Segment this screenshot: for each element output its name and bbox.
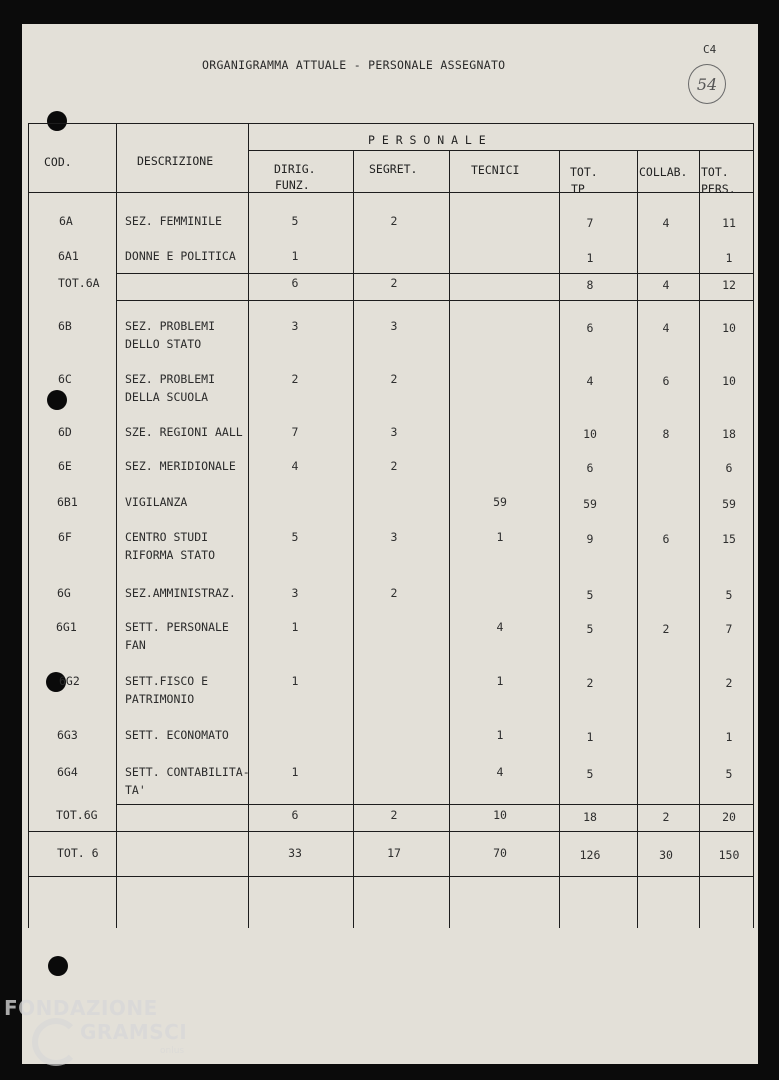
punch-hole-icon	[48, 956, 68, 976]
row-description: SZE. REGIONI AALL	[125, 425, 243, 439]
cell-segret: 3	[390, 319, 398, 333]
cell-dirig: 6	[291, 808, 299, 822]
cell-dirig: 33	[288, 846, 302, 860]
cell-tot-pers: 12	[722, 278, 736, 292]
row-code: 6C	[58, 372, 72, 386]
table-rule	[28, 123, 753, 124]
cell-segret: 2	[390, 214, 398, 228]
cell-tot-tp: 5	[586, 588, 594, 602]
row-description: SETT. ECONOMATO	[125, 728, 229, 742]
page-code: C4	[703, 43, 717, 56]
cell-collab: 4	[662, 278, 670, 292]
row-code: 6G3	[57, 728, 78, 742]
table-rule	[28, 192, 753, 193]
cell-tot-pers: 5	[725, 767, 733, 781]
cell-tot-pers: 5	[725, 588, 733, 602]
row-code: 6G	[57, 586, 71, 600]
cell-segret: 2	[390, 276, 398, 290]
cell-dirig: 4	[291, 459, 299, 473]
cell-tot-tp: 18	[583, 810, 597, 824]
cell-tot-pers: 6	[725, 461, 733, 475]
cell-tot-tp: 126	[579, 848, 601, 862]
cell-tot-tp: 10	[583, 427, 597, 441]
table-column-rule	[353, 150, 354, 928]
cell-tot-pers: 59	[722, 497, 736, 511]
cell-tot-pers: 11	[722, 216, 736, 230]
row-code: 6D	[58, 425, 72, 439]
table-column-rule	[699, 150, 700, 928]
row-description: SEZ. MERIDIONALE	[125, 459, 236, 473]
cell-tecnici: 59	[493, 495, 507, 509]
cell-collab: 4	[662, 321, 670, 335]
cell-dirig: 2	[291, 372, 299, 386]
cell-segret: 2	[390, 459, 398, 473]
table-column-rule	[248, 123, 249, 928]
cell-tot-tp: 1	[586, 730, 594, 744]
cell-tecnici: 1	[496, 530, 504, 544]
cell-tot-tp: 1	[586, 251, 594, 265]
cell-dirig: 6	[291, 276, 299, 290]
punch-hole-icon	[47, 390, 67, 410]
cell-segret: 2	[390, 808, 398, 822]
cell-tot-tp: 8	[586, 278, 594, 292]
header-descrizione: DESCRIZIONE	[137, 154, 214, 168]
cell-tecnici: 70	[493, 846, 507, 860]
cell-tot-pers: 1	[725, 251, 733, 265]
cell-dirig: 7	[291, 425, 299, 439]
row-code: 6B1	[57, 495, 78, 509]
row-description: SETT. PERSONALE	[125, 620, 229, 634]
watermark-line2: GRAMSCI	[80, 1020, 188, 1044]
row-code: TOT. 6	[57, 846, 99, 860]
cell-segret: 2	[390, 586, 398, 600]
header-pers: PERS.	[701, 182, 736, 196]
table-rule	[116, 300, 753, 301]
cell-tot-tp: 4	[586, 374, 594, 388]
cell-tecnici: 4	[496, 620, 504, 634]
header-collab: COLLAB.	[639, 165, 688, 179]
table-column-rule	[449, 150, 450, 928]
cell-collab: 8	[662, 427, 670, 441]
row-code: 6A1	[58, 249, 79, 263]
cell-tot-tp: 6	[586, 461, 594, 475]
table-column-rule	[559, 150, 560, 928]
cell-segret: 3	[390, 530, 398, 544]
cell-collab: 2	[662, 622, 670, 636]
cell-tecnici: 10	[493, 808, 507, 822]
cell-collab: 6	[662, 374, 670, 388]
cell-tot-tp: 9	[586, 532, 594, 546]
cell-tot-pers: 10	[722, 321, 736, 335]
cell-dirig: 1	[291, 249, 299, 263]
cell-tot-tp: 5	[586, 767, 594, 781]
header-tp: TP	[571, 182, 585, 196]
header-dirig: DIRIG.	[274, 162, 316, 176]
table-column-rule	[28, 123, 29, 928]
row-code: 6B	[58, 319, 72, 333]
header-personale: P E R S O N A L E	[368, 133, 486, 147]
cell-tot-tp: 5	[586, 622, 594, 636]
cell-collab: 30	[659, 848, 673, 862]
cell-tot-tp: 59	[583, 497, 597, 511]
row-code: TOT.6G	[56, 808, 98, 822]
header-tecnici: TECNICI	[471, 163, 520, 177]
row-description: DELLA SCUOLA	[125, 390, 209, 404]
row-description: TA'	[125, 783, 146, 797]
cell-tot-tp: 6	[586, 321, 594, 335]
row-code: 6A	[59, 214, 73, 228]
cell-tot-pers: 1	[725, 730, 733, 744]
handwritten-page-number: 54	[688, 64, 726, 104]
header-tot-pers: TOT.	[701, 165, 729, 179]
cell-dirig: 5	[291, 214, 299, 228]
row-description: SEZ.AMMINISTRAZ.	[125, 586, 236, 600]
cell-dirig: 3	[291, 319, 299, 333]
row-code: TOT.6A	[58, 276, 100, 290]
row-code: 6G1	[56, 620, 77, 634]
row-code: 6G2	[59, 674, 80, 688]
header-segret: SEGRET.	[369, 162, 418, 176]
row-description: SETT.FISCO E	[125, 674, 209, 688]
cell-collab: 6	[662, 532, 670, 546]
row-description: SETT. CONTABILITA-	[125, 765, 250, 779]
cell-tot-tp: 7	[586, 216, 594, 230]
cell-tot-pers: 10	[722, 374, 736, 388]
cell-tot-pers: 7	[725, 622, 733, 636]
table-rule	[248, 150, 753, 151]
row-description: RIFORMA STATO	[125, 548, 216, 562]
header-tot-tp: TOT.	[570, 165, 598, 179]
row-description: CENTRO STUDI	[125, 530, 209, 544]
cell-tot-pers: 2	[725, 676, 733, 690]
table-rule	[116, 804, 753, 805]
document-title: ORGANIGRAMMA ATTUALE - PERSONALE ASSEGNATO	[202, 58, 506, 72]
cell-dirig: 1	[291, 765, 299, 779]
cell-tot-pers: 15	[722, 532, 736, 546]
table-rule	[28, 876, 753, 877]
row-description: FAN	[125, 638, 146, 652]
cell-tot-tp: 2	[586, 676, 594, 690]
cell-tecnici: 1	[496, 674, 504, 688]
table-column-rule	[637, 150, 638, 928]
cell-dirig: 1	[291, 620, 299, 634]
cell-collab: 2	[662, 810, 670, 824]
table-column-rule	[753, 123, 754, 928]
watermark-line1: FONDAZIONE	[4, 996, 158, 1020]
punch-hole-icon	[47, 111, 67, 131]
cell-tot-pers: 18	[722, 427, 736, 441]
cell-segret: 17	[387, 846, 401, 860]
watermark-logo-icon	[32, 1018, 80, 1066]
cell-tot-pers: 20	[722, 810, 736, 824]
table-rule	[28, 831, 753, 832]
cell-collab: 4	[662, 216, 670, 230]
cell-tot-pers: 150	[718, 848, 740, 862]
row-description: SEZ. PROBLEMI	[125, 319, 216, 333]
row-description: SEZ. FEMMINILE	[125, 214, 222, 228]
cell-tecnici: 1	[496, 728, 504, 742]
row-description: DELLO STATO	[125, 337, 202, 351]
table-rule	[116, 273, 753, 274]
row-description: PATRIMONIO	[125, 692, 195, 706]
cell-segret: 3	[390, 425, 398, 439]
row-description: SEZ. PROBLEMI	[125, 372, 216, 386]
row-code: 6G4	[57, 765, 78, 779]
row-code: 6F	[58, 530, 72, 544]
table-column-rule	[116, 123, 117, 928]
cell-dirig: 3	[291, 586, 299, 600]
row-code: 6E	[58, 459, 72, 473]
cell-segret: 2	[390, 372, 398, 386]
cell-dirig: 1	[291, 674, 299, 688]
row-description: VIGILANZA	[125, 495, 188, 509]
header-cod: COD.	[44, 155, 72, 169]
cell-dirig: 5	[291, 530, 299, 544]
header-funz: FUNZ.	[275, 178, 310, 192]
cell-tecnici: 4	[496, 765, 504, 779]
watermark-sub: onlus	[160, 1046, 185, 1056]
row-description: DONNE E POLITICA	[125, 249, 236, 263]
